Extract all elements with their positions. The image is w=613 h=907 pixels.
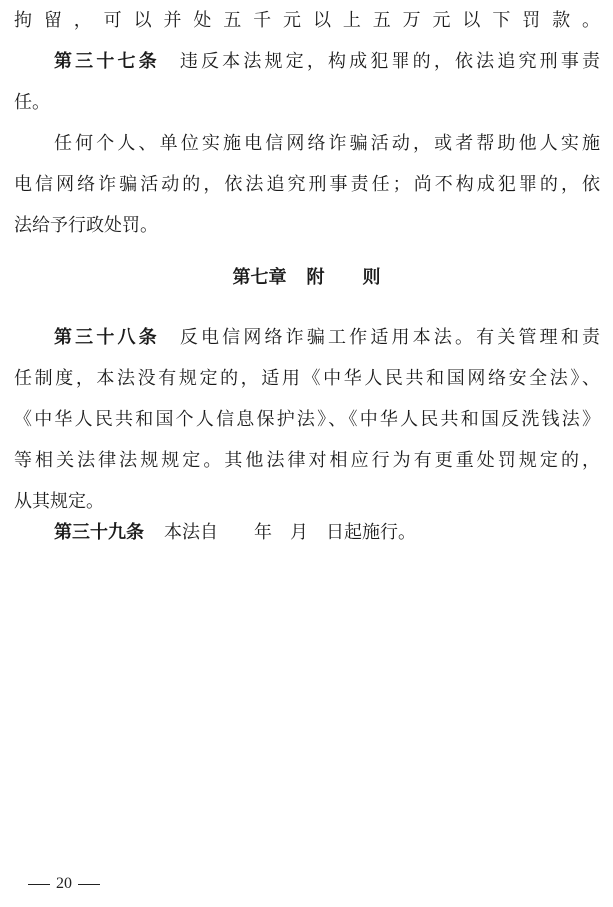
paragraph-line: 《中华人民共和国个人信息保护法》、《中华人民共和国反洗钱法》 — [14, 409, 600, 430]
article-37-text: 违反本法规定，构成犯罪的，依法追究刑事责 — [179, 51, 601, 72]
chapter-number: 第七章 — [232, 267, 287, 288]
chapter-title-part2: 则 — [362, 267, 381, 288]
dash-right — [78, 884, 100, 885]
article-37-line1 — [14, 48, 600, 76]
paragraph-line: 法给予行政处罚。 — [14, 215, 158, 236]
dash-left — [28, 884, 50, 885]
article-38-text: 反电信网络诈骗工作适用本法。有关管理和责 — [179, 327, 601, 348]
paragraph-line: 任制度，本法没有规定的，适用《中华人民共和国网络安全法》、 — [14, 368, 600, 389]
paragraph-line: 拘留，可以并处五千元以上五万元以下罚款。 — [14, 10, 600, 31]
article-37-line2: 任。 — [14, 92, 50, 113]
article-39-number: 第三十九条 — [54, 522, 144, 543]
page-number-value: 20 — [56, 875, 72, 892]
article-38-line1 — [14, 324, 600, 352]
article-39-text: 本法自 年 月 日起施行。 — [164, 522, 416, 543]
page-number — [22, 873, 106, 895]
article-39-line — [14, 519, 600, 547]
chapter-heading — [0, 264, 613, 292]
chapter-title-part1: 附 — [306, 267, 325, 288]
paragraph-line: 任何个人、单位实施电信网络诈骗活动，或者帮助他人实施 — [54, 133, 600, 154]
paragraph-line: 从其规定。 — [14, 491, 104, 512]
article-38-number: 第三十八条 — [54, 327, 160, 348]
paragraph-line: 电信网络诈骗活动的，依法追究刑事责任；尚不构成犯罪的，依 — [14, 174, 600, 195]
paragraph-line: 等相关法律法规规定。其他法律对相应行为有更重处罚规定的， — [14, 450, 600, 471]
article-37-number: 第三十七条 — [54, 51, 160, 72]
